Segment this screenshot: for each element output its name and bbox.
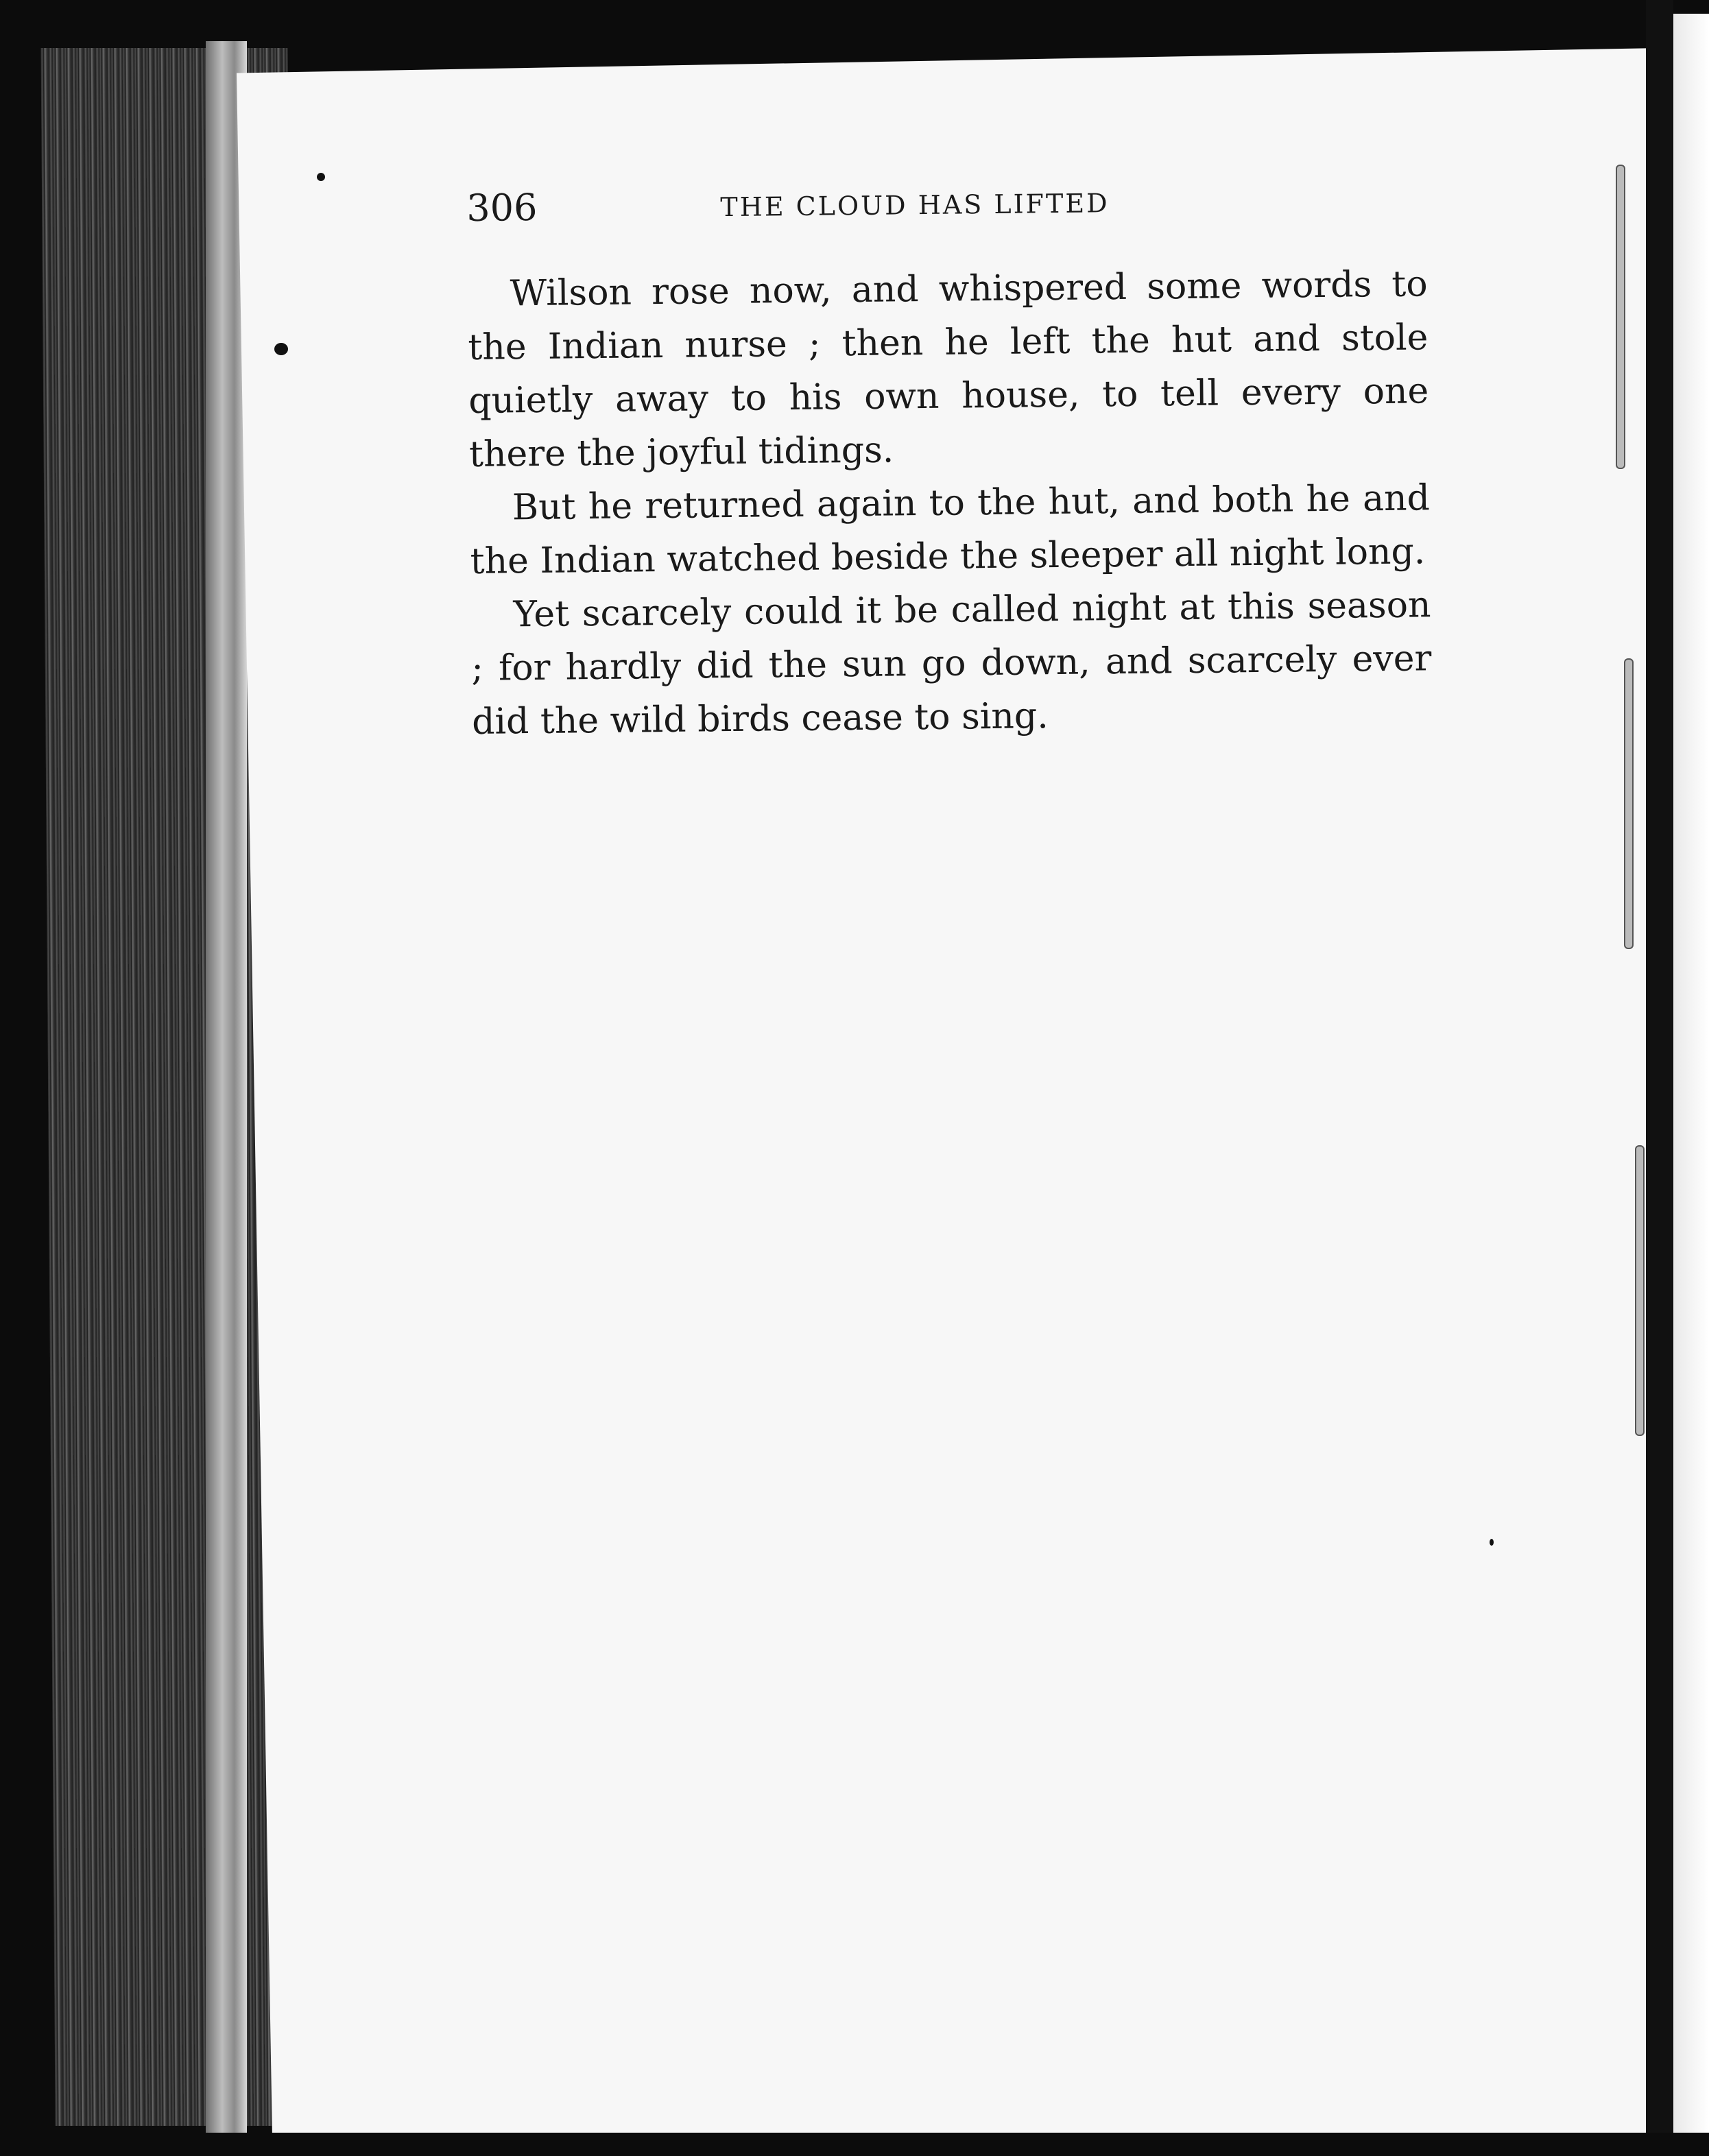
binding-clip [1635, 1145, 1645, 1436]
paragraph: Yet scarcely could it be called night at this season ; for hardly did the sun go down, and scarcely ever did the wild birds cease to sing. [471, 584, 1432, 743]
running-title: THE CLOUD HAS LIFTED [720, 188, 1110, 223]
page-edge-highlight [206, 41, 247, 2133]
paragraph: But he returned again to the hut, and both he and the Indian watched beside the sleeper all night long. [470, 477, 1431, 582]
binding-clip [1616, 165, 1625, 469]
paragraph: Wilson rose now, and whispered some words to the Indian nurse ; then he left the hut and stole quietly away to his own house, to tell every one there the joyful tidings. [468, 263, 1429, 475]
page-content [466, 175, 1433, 749]
binding-clip [1624, 658, 1634, 949]
scan-top-border [0, 0, 1709, 41]
running-head [466, 175, 1427, 240]
body-text [467, 257, 1432, 749]
next-page-sliver [1673, 14, 1709, 2156]
scan-bottom-border [0, 2133, 1709, 2156]
page-number: 306 [466, 185, 538, 230]
gutter-shadow [1646, 0, 1673, 2156]
